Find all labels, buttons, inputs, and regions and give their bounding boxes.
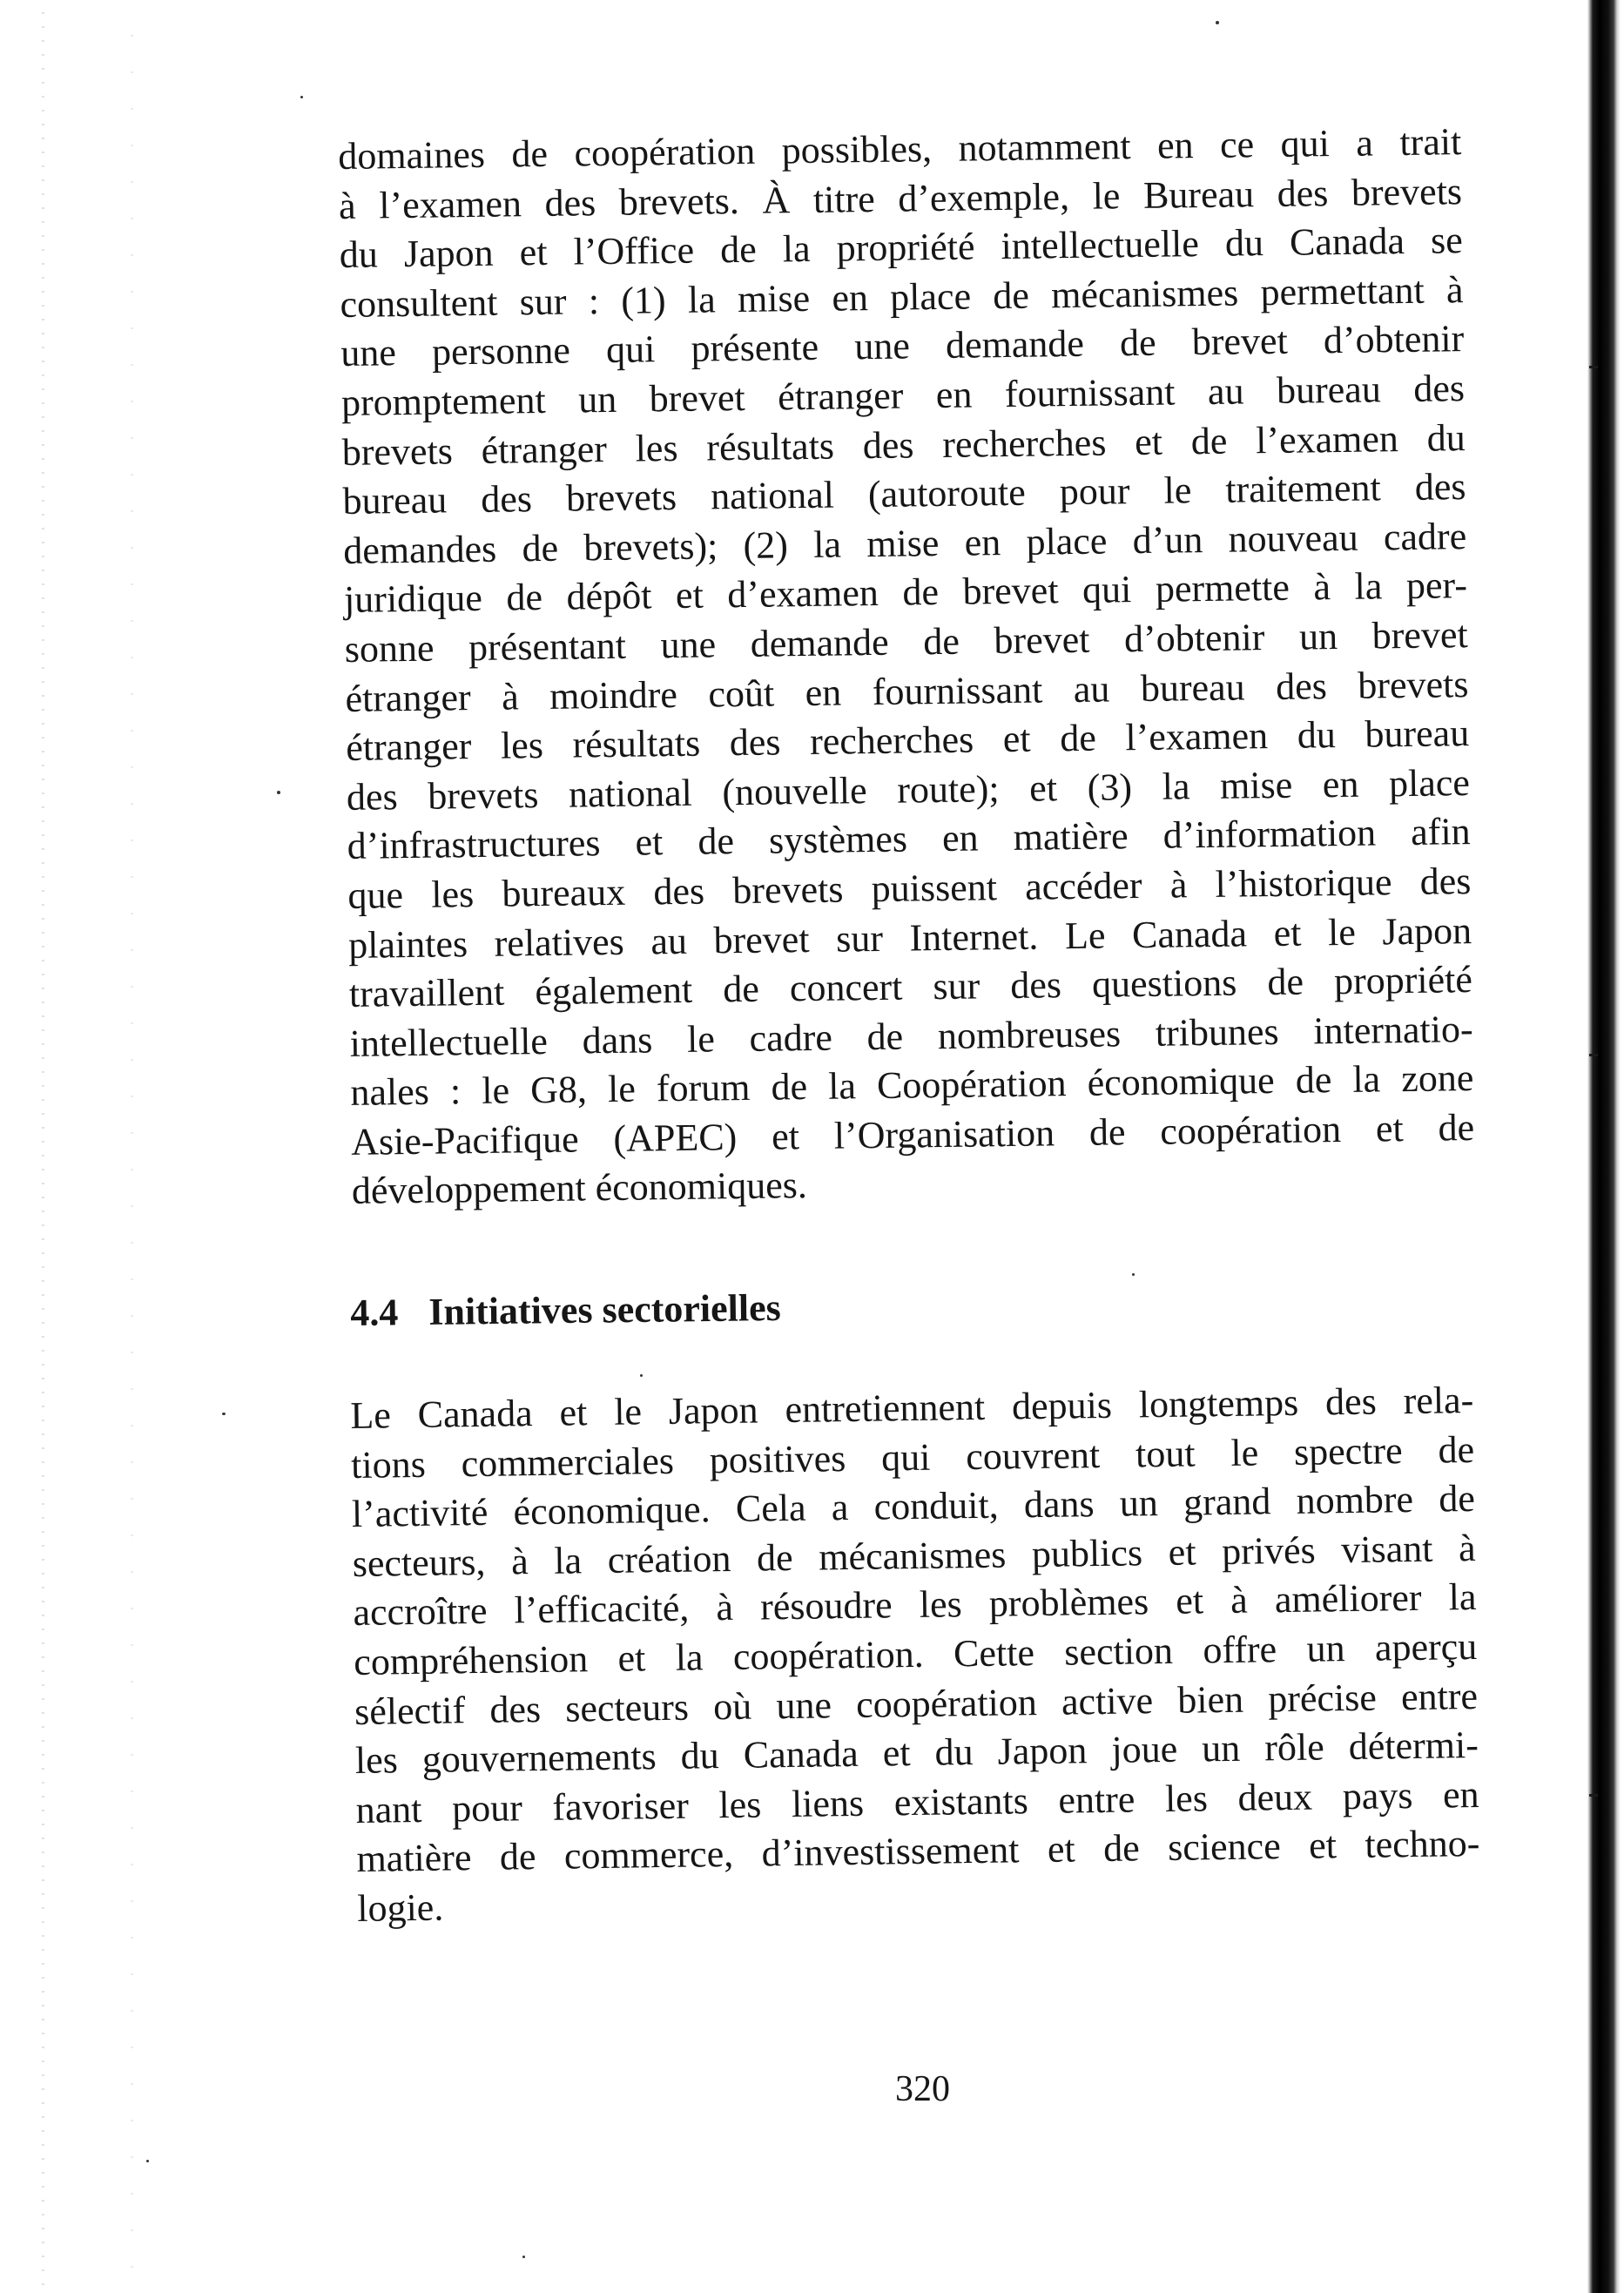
scan-speck	[640, 1374, 643, 1377]
text-line: nales : le G8, le forum de la Coopération économique de la zone	[350, 1056, 1474, 1115]
scan-speck	[1216, 21, 1219, 24]
book-binding-edge	[1573, 0, 1624, 2293]
text-line: juridique de dépôt et d’examen de brevet qui permette à la per-	[343, 563, 1468, 622]
text-line: plaintes relatives au brevet sur Internet. Le Canada et le Japon	[347, 908, 1472, 967]
scan-edge-dots-faint	[131, 0, 133, 2293]
text-line: Asie-Pacifique (APEC) et l’Organisation de coopération et de	[350, 1105, 1475, 1163]
scan-speck	[222, 1413, 226, 1415]
body-paragraph-patents	[338, 118, 1475, 1217]
section-title: Initiatives sectorielles	[428, 1285, 782, 1333]
text-line: étranger les résultats des recherches et de l’examen du bureau	[345, 712, 1470, 770]
text-line: accroître l’efficacité, à résoudre les problèmes et à améliorer la	[353, 1575, 1477, 1635]
text-line: consultent sur : (1) la mise en place de mécanismes permettant à	[340, 267, 1464, 326]
section-heading	[350, 1285, 781, 1335]
text-line: étranger à moindre coût en fournissant au bureau des brevets	[345, 662, 1469, 720]
body-paragraph-sectoral	[350, 1376, 1481, 1933]
text-line: domaines de coopération possibles, notamment en ce qui a trait	[338, 120, 1462, 178]
text-line: nant pour favoriser les liens existants entre les deux pays en	[355, 1772, 1479, 1831]
scan-speck	[277, 791, 280, 794]
text-line: demandes de brevets); (2) la mise en place d’un nouveau cadre	[342, 514, 1467, 572]
text-line: bureau des brevets national (autoroute pour le traitement des	[342, 465, 1466, 523]
text-line: travaillent également de concert sur des questions de propriété	[348, 958, 1473, 1016]
scan-speck	[300, 96, 303, 98]
text-line: promptement un brevet étranger en fournissant au bureau des	[340, 367, 1466, 424]
text-line: l’activité économique. Cela a conduit, dans un grand nombre de	[351, 1477, 1476, 1536]
text-line: à l’examen des brevets. À titre d’exemple, le Bureau des brevets	[338, 169, 1463, 227]
binding-mark	[1589, 1794, 1598, 1797]
text-line: d’infrastructures et de systèmes en matière d’information afin	[347, 810, 1471, 868]
scan-edge-dots	[42, 0, 44, 2293]
text-line: logie.	[356, 1885, 444, 1930]
scan-speck	[1132, 1273, 1135, 1276]
text-line: sélectif des secteurs où une coopération active bien précise entre	[354, 1674, 1479, 1733]
text-line: compréhension et la coopération. Cette section offre un aperçu	[353, 1624, 1478, 1683]
text-line: développement économiques.	[351, 1163, 808, 1213]
section-number: 4.4	[350, 1291, 399, 1334]
text-line: Le Canada et le Japon entretiennent depuis longtemps des rela-	[350, 1378, 1474, 1437]
text-line: secteurs, à la création de mécanismes publics et privés visant à	[352, 1526, 1476, 1585]
binding-mark	[1589, 1054, 1598, 1056]
text-line: intellectuelle dans le cadre de nombreuses tribunes internatio-	[349, 1007, 1473, 1065]
text-line: du Japon et l’Office de la propriété intellectuelle du Canada se	[339, 219, 1464, 277]
scan-speck	[146, 2160, 149, 2162]
text-line: des brevets national (nouvelle route); et (3) la mise en place	[346, 760, 1471, 819]
binding-mark	[1589, 366, 1598, 368]
page-number: 320	[895, 2069, 950, 2109]
scan-speck	[522, 2256, 525, 2258]
text-line: sonne présentant une demande de brevet d’obtenir un brevet	[344, 613, 1468, 671]
text-line: une personne qui présente une demande de brevet d’obtenir	[340, 317, 1465, 375]
text-line: matière de commerce, d’investissement et de science et techno-	[356, 1822, 1480, 1881]
text-line: brevets étranger les résultats des recherches et de l’examen du	[341, 415, 1466, 474]
text-line: tions commerciales positives qui couvrent tout le spectre de	[350, 1427, 1475, 1487]
text-line: que les bureaux des brevets puissent accéder à l’historique des	[347, 859, 1472, 917]
text-line: les gouvernements du Canada et du Japon joue un rôle détermi-	[354, 1723, 1479, 1783]
